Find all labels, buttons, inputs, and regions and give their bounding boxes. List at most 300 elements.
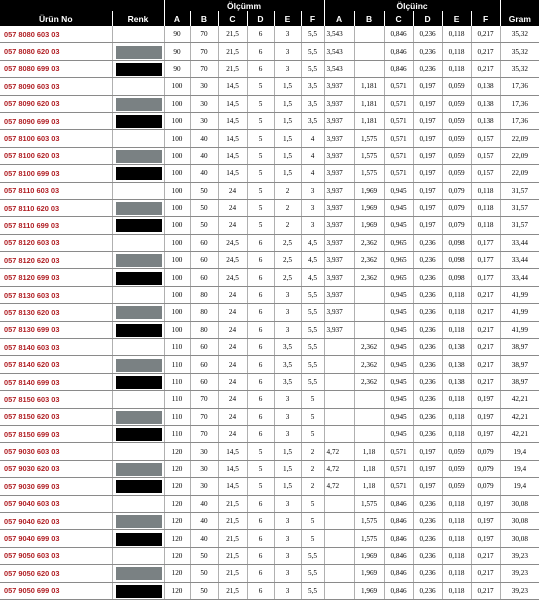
- value-cell: 0,197: [413, 478, 442, 495]
- value-cell: 21,5: [218, 495, 247, 512]
- value-cell: 0,098: [442, 269, 471, 286]
- color-cell: [112, 252, 164, 269]
- color-cell: [112, 269, 164, 286]
- value-cell: 0,236: [413, 495, 442, 512]
- value-cell: 50: [190, 217, 218, 234]
- value-cell: 6: [247, 391, 274, 408]
- color-swatch-white: [116, 550, 162, 563]
- value-cell: 0,197: [471, 530, 500, 547]
- value-cell: 0,118: [442, 408, 471, 425]
- value-cell: 3,937: [324, 130, 354, 147]
- value-cell: 1,5: [274, 478, 301, 495]
- product-code: 057 8140 603 03: [0, 339, 112, 356]
- product-code: 057 8140 699 03: [0, 373, 112, 390]
- value-cell: 100: [164, 130, 190, 147]
- value-cell: [354, 408, 384, 425]
- value-cell: 0,945: [384, 286, 413, 303]
- value-cell: 0,079: [471, 460, 500, 477]
- value-cell: 0,197: [471, 495, 500, 512]
- value-cell: 38,97: [500, 339, 539, 356]
- column-header: A: [324, 11, 354, 26]
- value-cell: 6: [247, 425, 274, 442]
- value-cell: 50: [190, 547, 218, 564]
- value-cell: [324, 512, 354, 529]
- color-cell: [112, 286, 164, 303]
- value-cell: 30: [190, 112, 218, 129]
- value-cell: 2,5: [274, 269, 301, 286]
- value-cell: 31,57: [500, 217, 539, 234]
- value-cell: 31,57: [500, 182, 539, 199]
- value-cell: 14,5: [218, 147, 247, 164]
- value-cell: 80: [190, 286, 218, 303]
- color-swatch-white: [116, 80, 162, 93]
- color-swatch-white: [116, 28, 162, 41]
- value-cell: 0,846: [384, 43, 413, 60]
- color-cell: [112, 339, 164, 356]
- product-code: 057 8150 620 03: [0, 408, 112, 425]
- product-code: 057 9030 603 03: [0, 443, 112, 460]
- value-cell: 5: [247, 95, 274, 112]
- value-cell: 0,118: [442, 582, 471, 599]
- value-cell: 0,197: [413, 217, 442, 234]
- value-cell: 0,059: [442, 460, 471, 477]
- value-cell: 100: [164, 95, 190, 112]
- value-cell: 6: [247, 530, 274, 547]
- value-cell: 0,118: [442, 60, 471, 77]
- value-cell: [354, 391, 384, 408]
- value-cell: 3: [274, 495, 301, 512]
- color-cell: [112, 460, 164, 477]
- value-cell: 0,571: [384, 147, 413, 164]
- value-cell: 0,197: [471, 391, 500, 408]
- value-cell: 0,059: [442, 95, 471, 112]
- value-cell: 0,059: [442, 165, 471, 182]
- value-cell: 0,217: [471, 339, 500, 356]
- color-swatch-black: [116, 376, 162, 389]
- value-cell: 1,5: [274, 130, 301, 147]
- value-cell: 0,157: [471, 147, 500, 164]
- product-code: 057 9050 699 03: [0, 582, 112, 599]
- value-cell: 0,138: [471, 95, 500, 112]
- value-cell: 0,197: [413, 95, 442, 112]
- value-cell: 0,138: [442, 339, 471, 356]
- color-swatch-grey: [116, 202, 162, 215]
- value-cell: 0,177: [471, 234, 500, 251]
- product-code: 057 9050 603 03: [0, 547, 112, 564]
- value-cell: 4,72: [324, 443, 354, 460]
- table-row: [0, 530, 539, 547]
- value-cell: 0,217: [471, 304, 500, 321]
- value-cell: 1,5: [274, 460, 301, 477]
- color-swatch-grey: [116, 254, 162, 267]
- value-cell: 4,5: [301, 234, 324, 251]
- value-cell: 22,09: [500, 147, 539, 164]
- value-cell: 19,4: [500, 460, 539, 477]
- value-cell: [324, 565, 354, 582]
- value-cell: 0,197: [471, 408, 500, 425]
- value-cell: 0,217: [471, 582, 500, 599]
- value-cell: 0,059: [442, 112, 471, 129]
- value-cell: 3,937: [324, 252, 354, 269]
- value-cell: 5,5: [301, 321, 324, 338]
- value-cell: 0,059: [442, 478, 471, 495]
- value-cell: 24: [218, 356, 247, 373]
- value-cell: 2,362: [354, 252, 384, 269]
- value-cell: 0,197: [413, 460, 442, 477]
- value-cell: 42,21: [500, 391, 539, 408]
- table-row: [0, 478, 539, 495]
- value-cell: 2: [274, 182, 301, 199]
- value-cell: 3: [274, 321, 301, 338]
- value-cell: 0,846: [384, 512, 413, 529]
- value-cell: 1,18: [354, 443, 384, 460]
- group-header-blank-right: [500, 0, 539, 11]
- color-cell: [112, 43, 164, 60]
- value-cell: 0,118: [442, 425, 471, 442]
- value-cell: 100: [164, 165, 190, 182]
- value-cell: 21,5: [218, 26, 247, 43]
- product-code: 057 8080 603 03: [0, 26, 112, 43]
- value-cell: 4,5: [301, 269, 324, 286]
- table-row: [0, 512, 539, 529]
- value-cell: 2,362: [354, 269, 384, 286]
- value-cell: 30: [190, 443, 218, 460]
- value-cell: 1,5: [274, 112, 301, 129]
- value-cell: 0,118: [442, 565, 471, 582]
- value-cell: 0,945: [384, 321, 413, 338]
- value-cell: 0,118: [442, 43, 471, 60]
- value-cell: 6: [247, 339, 274, 356]
- value-cell: 33,44: [500, 234, 539, 251]
- value-cell: 0,846: [384, 495, 413, 512]
- value-cell: 0,945: [384, 339, 413, 356]
- value-cell: 3,937: [324, 95, 354, 112]
- value-cell: 5,5: [301, 60, 324, 77]
- value-cell: 24: [218, 391, 247, 408]
- product-code: 057 8110 603 03: [0, 182, 112, 199]
- color-cell: [112, 547, 164, 564]
- value-cell: 0,059: [442, 130, 471, 147]
- color-cell: [112, 582, 164, 599]
- value-cell: 0,846: [384, 565, 413, 582]
- column-header: F: [301, 11, 324, 26]
- value-cell: 1,969: [354, 547, 384, 564]
- value-cell: 2,5: [274, 252, 301, 269]
- product-code: 057 8090 699 03: [0, 112, 112, 129]
- value-cell: 0,197: [413, 130, 442, 147]
- value-cell: 6: [247, 582, 274, 599]
- table-row: [0, 339, 539, 356]
- product-code: 057 8130 620 03: [0, 304, 112, 321]
- value-cell: 0,571: [384, 78, 413, 95]
- value-cell: 50: [190, 565, 218, 582]
- color-cell: [112, 530, 164, 547]
- value-cell: 100: [164, 286, 190, 303]
- value-cell: 0,965: [384, 252, 413, 269]
- value-cell: 3: [274, 408, 301, 425]
- value-cell: 3: [274, 286, 301, 303]
- value-cell: 3,543: [324, 26, 354, 43]
- value-cell: 0,571: [384, 165, 413, 182]
- value-cell: 0,157: [471, 165, 500, 182]
- color-swatch-white: [116, 446, 162, 459]
- color-cell: [112, 391, 164, 408]
- value-cell: 1,575: [354, 147, 384, 164]
- value-cell: 40: [190, 530, 218, 547]
- value-cell: 110: [164, 373, 190, 390]
- value-cell: 30,08: [500, 530, 539, 547]
- value-cell: 30,08: [500, 495, 539, 512]
- column-header: D: [413, 11, 442, 26]
- value-cell: 110: [164, 408, 190, 425]
- product-code: 057 9030 699 03: [0, 478, 112, 495]
- value-cell: 0,079: [442, 217, 471, 234]
- value-cell: 4,5: [301, 252, 324, 269]
- value-cell: 0,236: [413, 286, 442, 303]
- value-cell: 17,36: [500, 112, 539, 129]
- color-cell: [112, 373, 164, 390]
- value-cell: 0,846: [384, 26, 413, 43]
- value-cell: 90: [164, 26, 190, 43]
- value-cell: 3,937: [324, 286, 354, 303]
- value-cell: [324, 408, 354, 425]
- value-cell: 0,197: [413, 182, 442, 199]
- value-cell: 0,945: [384, 391, 413, 408]
- value-cell: 0,571: [384, 130, 413, 147]
- value-cell: 0,059: [442, 78, 471, 95]
- color-swatch-black: [116, 480, 162, 493]
- value-cell: 100: [164, 78, 190, 95]
- value-cell: 0,236: [413, 26, 442, 43]
- product-code: 057 8130 603 03: [0, 286, 112, 303]
- value-cell: 0,236: [413, 339, 442, 356]
- table-row: [0, 112, 539, 129]
- value-cell: 0,118: [471, 182, 500, 199]
- value-cell: 0,177: [471, 269, 500, 286]
- value-cell: 0,571: [384, 112, 413, 129]
- value-cell: 120: [164, 512, 190, 529]
- value-cell: 6: [247, 512, 274, 529]
- value-cell: 1,5: [274, 78, 301, 95]
- value-cell: 14,5: [218, 478, 247, 495]
- value-cell: 0,118: [442, 547, 471, 564]
- value-cell: 60: [190, 339, 218, 356]
- value-cell: 3: [274, 43, 301, 60]
- value-cell: 0,846: [384, 60, 413, 77]
- value-cell: 4: [301, 130, 324, 147]
- product-code: 057 8090 603 03: [0, 78, 112, 95]
- value-cell: 2,362: [354, 373, 384, 390]
- color-cell: [112, 512, 164, 529]
- value-cell: 0,217: [471, 565, 500, 582]
- value-cell: [354, 425, 384, 442]
- group-header-imperial: Ölçüinc: [324, 0, 500, 11]
- value-cell: 1,5: [274, 95, 301, 112]
- table-body: [0, 26, 539, 599]
- value-cell: 0,236: [413, 304, 442, 321]
- color-swatch-white: [116, 133, 162, 146]
- value-cell: 1,575: [354, 495, 384, 512]
- value-cell: 5,5: [301, 356, 324, 373]
- value-cell: 0,118: [442, 530, 471, 547]
- value-cell: 3,543: [324, 60, 354, 77]
- value-cell: 5,5: [301, 304, 324, 321]
- value-cell: 3,937: [324, 269, 354, 286]
- value-cell: 110: [164, 391, 190, 408]
- value-cell: 41,99: [500, 304, 539, 321]
- value-cell: 0,079: [442, 182, 471, 199]
- value-cell: 0,236: [413, 269, 442, 286]
- color-swatch-white: [116, 185, 162, 198]
- value-cell: 3,937: [324, 165, 354, 182]
- color-cell: [112, 321, 164, 338]
- value-cell: 40: [190, 512, 218, 529]
- table-row: [0, 269, 539, 286]
- product-code: 057 8120 620 03: [0, 252, 112, 269]
- value-cell: 35,32: [500, 43, 539, 60]
- value-cell: 14,5: [218, 443, 247, 460]
- color-swatch-grey: [116, 150, 162, 163]
- value-cell: 50: [190, 199, 218, 216]
- value-cell: 60: [190, 252, 218, 269]
- column-header: B: [190, 11, 218, 26]
- color-cell: [112, 199, 164, 216]
- value-cell: 3,5: [301, 112, 324, 129]
- color-swatch-black: [116, 533, 162, 546]
- value-cell: 5: [301, 495, 324, 512]
- value-cell: 80: [190, 304, 218, 321]
- color-swatch-white: [116, 341, 162, 354]
- color-swatch-black: [116, 167, 162, 180]
- product-code: 057 9050 620 03: [0, 565, 112, 582]
- value-cell: 24: [218, 408, 247, 425]
- value-cell: 120: [164, 460, 190, 477]
- table-row: [0, 252, 539, 269]
- value-cell: 100: [164, 217, 190, 234]
- value-cell: 5,5: [301, 43, 324, 60]
- product-code: 057 8100 699 03: [0, 165, 112, 182]
- value-cell: 0,236: [413, 512, 442, 529]
- value-cell: 3,937: [324, 147, 354, 164]
- value-cell: 40: [190, 495, 218, 512]
- value-cell: 3: [274, 565, 301, 582]
- value-cell: 14,5: [218, 165, 247, 182]
- column-header: B: [354, 11, 384, 26]
- value-cell: 14,5: [218, 112, 247, 129]
- value-cell: 0,138: [471, 112, 500, 129]
- value-cell: 0,118: [471, 217, 500, 234]
- value-cell: 2,362: [354, 234, 384, 251]
- value-cell: [354, 286, 384, 303]
- value-cell: 24,5: [218, 234, 247, 251]
- value-cell: 0,236: [413, 530, 442, 547]
- color-cell: [112, 147, 164, 164]
- value-cell: 5: [247, 478, 274, 495]
- value-cell: 0,571: [384, 478, 413, 495]
- table-row: [0, 60, 539, 77]
- color-cell: [112, 304, 164, 321]
- color-cell: [112, 425, 164, 442]
- color-cell: [112, 182, 164, 199]
- value-cell: 5: [247, 443, 274, 460]
- value-cell: 30,08: [500, 512, 539, 529]
- value-cell: 0,217: [471, 26, 500, 43]
- table-row: [0, 95, 539, 112]
- value-cell: 3,5: [274, 339, 301, 356]
- value-cell: 0,079: [471, 478, 500, 495]
- value-cell: 3: [301, 217, 324, 234]
- value-cell: 3: [274, 530, 301, 547]
- value-cell: 2: [301, 460, 324, 477]
- color-cell: [112, 443, 164, 460]
- value-cell: 1,575: [354, 130, 384, 147]
- value-cell: [324, 547, 354, 564]
- table-row: [0, 43, 539, 60]
- value-cell: 0,965: [384, 269, 413, 286]
- value-cell: [324, 373, 354, 390]
- value-cell: 1,575: [354, 165, 384, 182]
- value-cell: 24: [218, 304, 247, 321]
- value-cell: 0,236: [413, 391, 442, 408]
- value-cell: 3,937: [324, 78, 354, 95]
- value-cell: 3: [301, 199, 324, 216]
- value-cell: 80: [190, 321, 218, 338]
- value-cell: 40: [190, 147, 218, 164]
- value-cell: 5: [247, 165, 274, 182]
- table-row: [0, 26, 539, 43]
- value-cell: 70: [190, 425, 218, 442]
- table-row: [0, 304, 539, 321]
- color-cell: [112, 165, 164, 182]
- value-cell: 5: [301, 391, 324, 408]
- value-cell: 110: [164, 425, 190, 442]
- value-cell: 41,99: [500, 321, 539, 338]
- value-cell: [354, 43, 384, 60]
- value-cell: 5: [247, 78, 274, 95]
- value-cell: 1,181: [354, 95, 384, 112]
- value-cell: [354, 60, 384, 77]
- value-cell: 0,118: [442, 495, 471, 512]
- value-cell: 5,5: [301, 565, 324, 582]
- value-cell: 21,5: [218, 512, 247, 529]
- color-swatch-grey: [116, 411, 162, 424]
- value-cell: 2,5: [274, 234, 301, 251]
- value-cell: 6: [247, 252, 274, 269]
- value-cell: 100: [164, 252, 190, 269]
- value-cell: 24: [218, 286, 247, 303]
- value-cell: 1,181: [354, 112, 384, 129]
- color-cell: [112, 408, 164, 425]
- value-cell: 60: [190, 373, 218, 390]
- value-cell: 3: [301, 182, 324, 199]
- color-swatch-black: [116, 272, 162, 285]
- color-cell: [112, 130, 164, 147]
- value-cell: 3: [274, 304, 301, 321]
- value-cell: 5: [301, 512, 324, 529]
- value-cell: 0,138: [442, 373, 471, 390]
- value-cell: 0,098: [442, 234, 471, 251]
- product-code: 057 8100 603 03: [0, 130, 112, 147]
- value-cell: 33,44: [500, 269, 539, 286]
- value-cell: 0,217: [471, 286, 500, 303]
- value-cell: 1,18: [354, 460, 384, 477]
- product-code: 057 8150 603 03: [0, 391, 112, 408]
- value-cell: 0,945: [384, 425, 413, 442]
- value-cell: 38,97: [500, 356, 539, 373]
- table-row: [0, 408, 539, 425]
- value-cell: 70: [190, 60, 218, 77]
- value-cell: 3,5: [274, 356, 301, 373]
